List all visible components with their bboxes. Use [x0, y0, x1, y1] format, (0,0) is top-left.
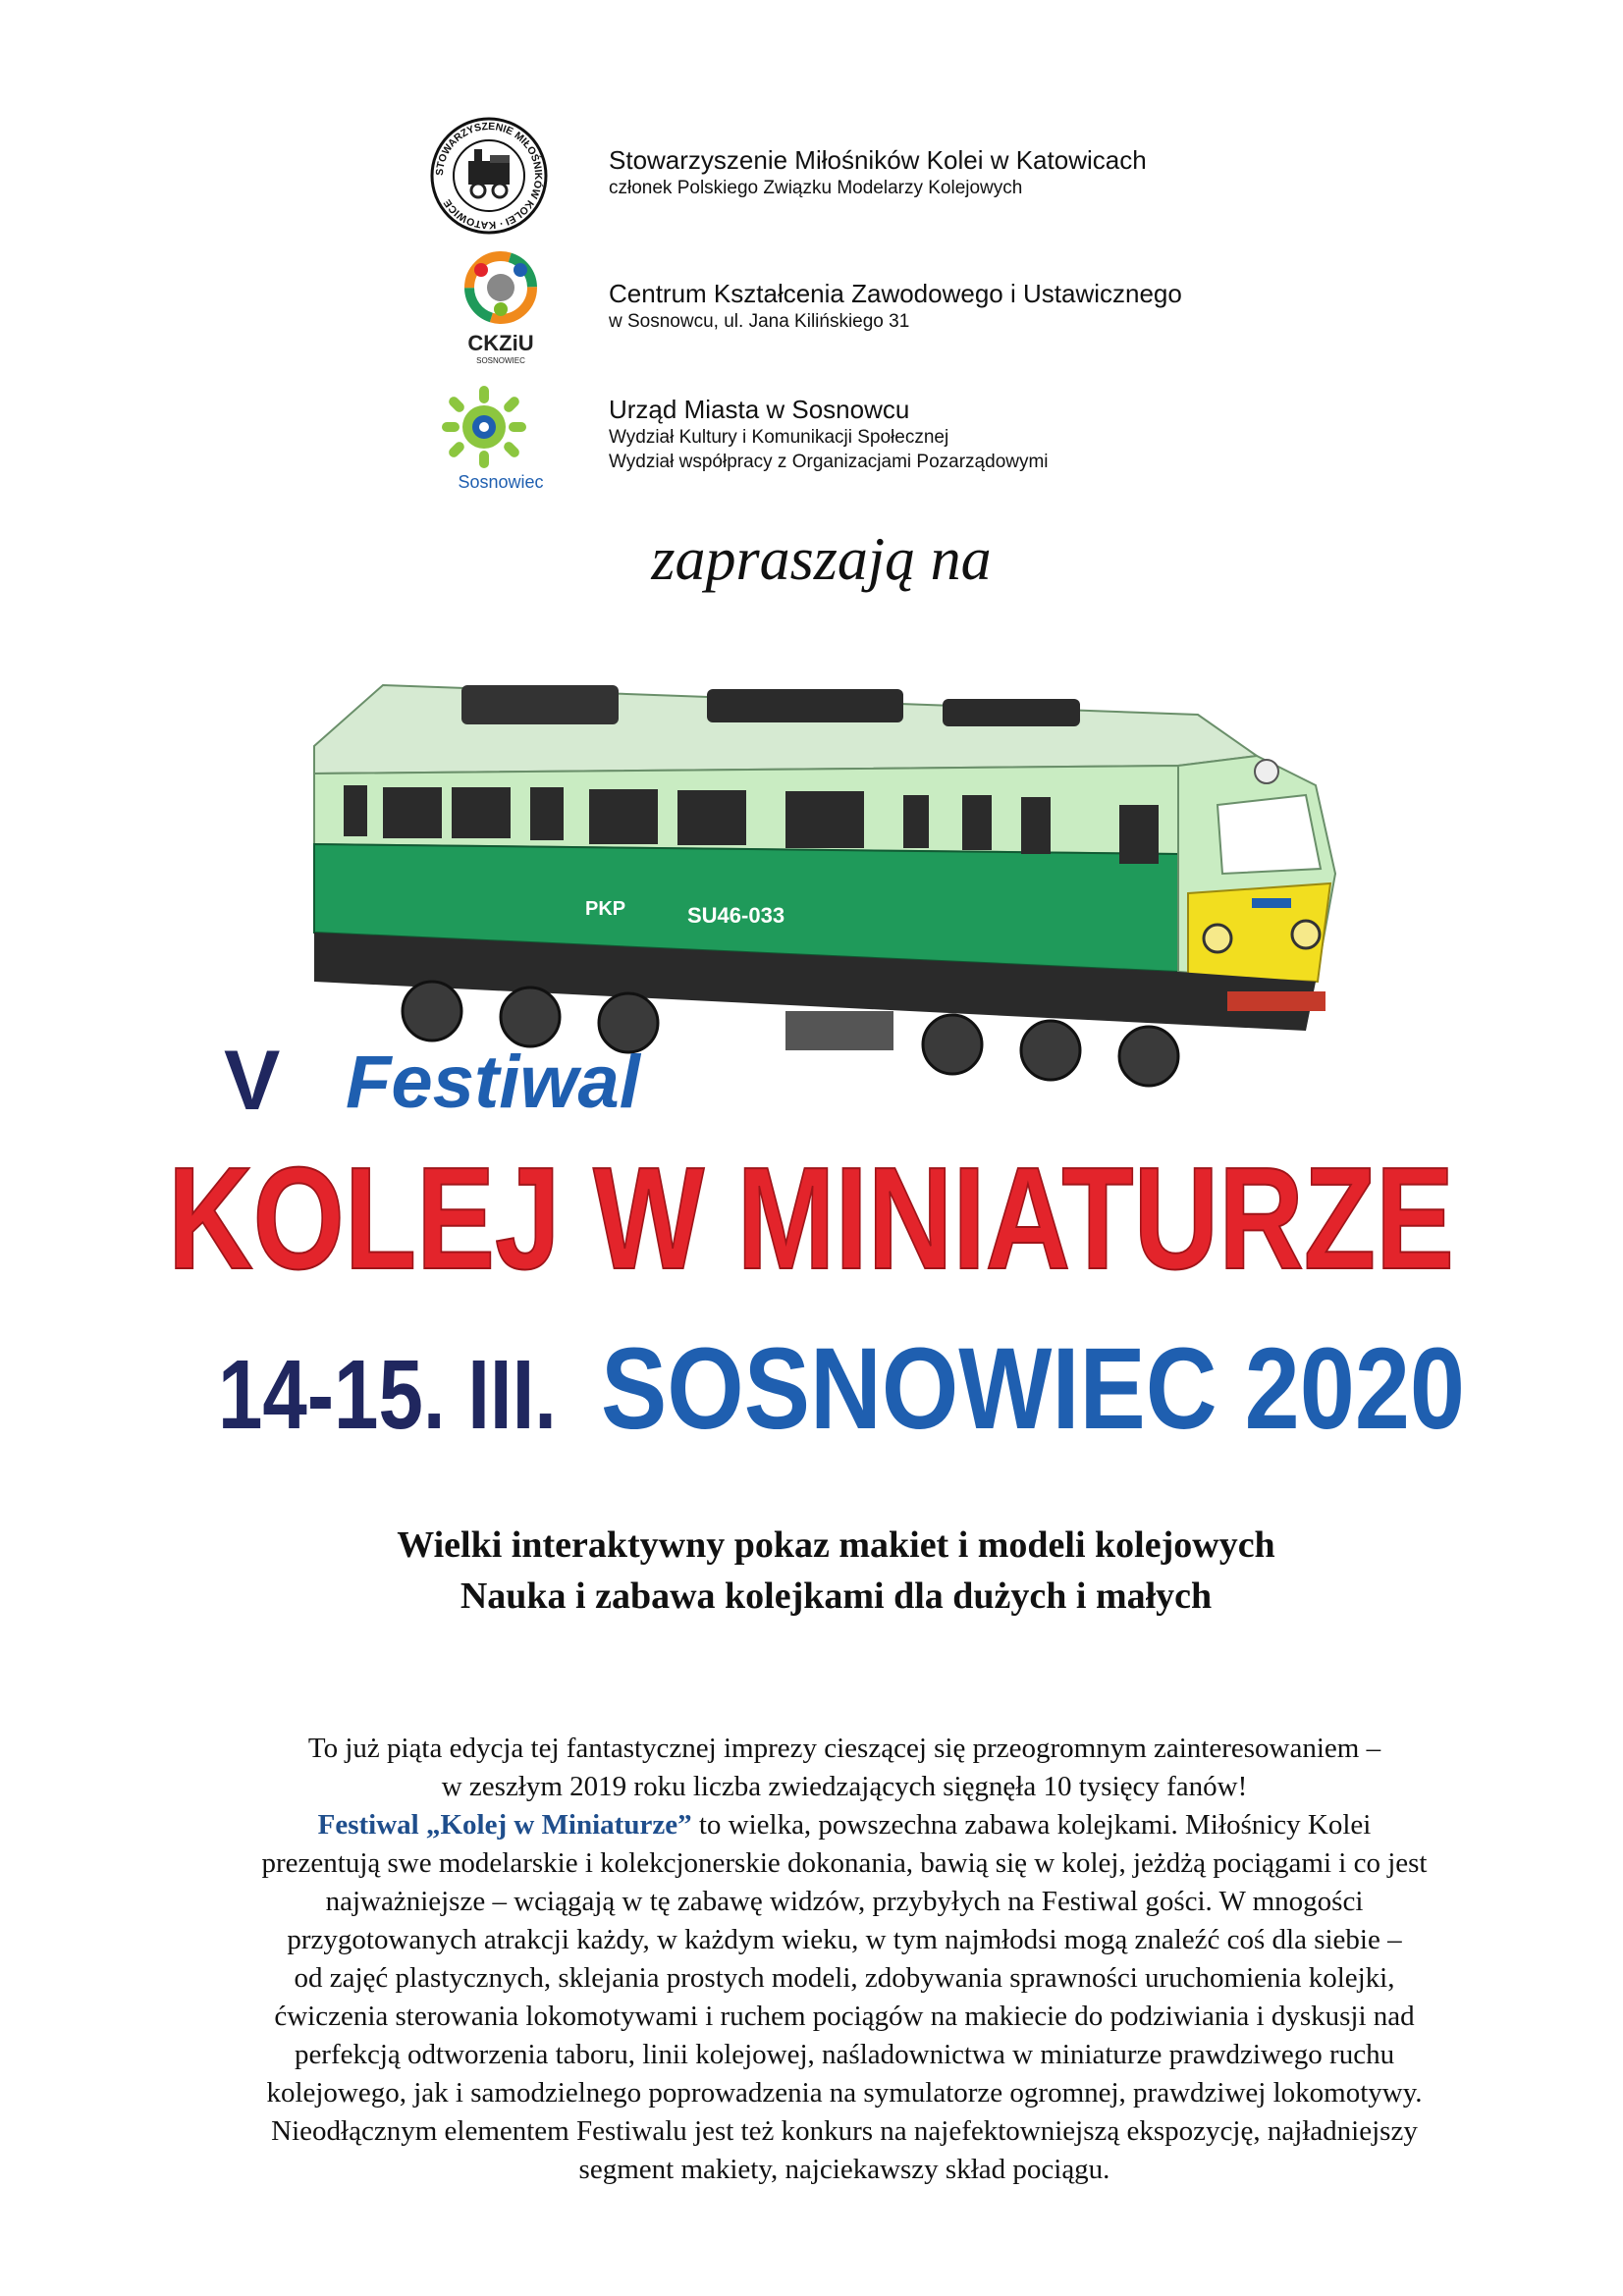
organizer-um-sosnowiec — [609, 394, 1049, 474]
organizer-detail: Wydział Kultury i Komunikacji Społecznej — [609, 427, 949, 448]
description-line: Nieodłącznym elementem Festiwalu jest też konkurs na najefektowniejszą ekspozycję, najładniejszy — [271, 2115, 1418, 2147]
festival-city-year: SOSNOWIEC 2020 — [601, 1324, 1465, 1454]
description-line: przygotowanych atrakcji każdy, w każdym wieku, w tym najmłodsi mogą znaleźć coś dla siebie – — [287, 1924, 1402, 1955]
locomotive-plate-right: SU46-033 — [687, 903, 785, 928]
locomotive-plate-left: PKP — [585, 898, 626, 920]
headline — [0, 1520, 1623, 1622]
description-line: prezentują swe modelarskie i kolekcjonerskie dokonania, bawią się w kolej, jeżdżą pociągami i co jest — [261, 1847, 1428, 1879]
organizer-name: Centrum Kształcenia Zawodowego i Ustawicznego — [609, 279, 1182, 308]
festival-title: KOLEJ W MINIATURZE — [168, 1138, 1454, 1300]
ckziu-sub: SOSNOWIEC — [476, 356, 525, 365]
description-line: w zeszłym 2019 roku liczba zwiedzających sięgnęła 10 tysięcy fanów! — [441, 1771, 1248, 1802]
festival-edition: V — [224, 1034, 281, 1128]
organizer-detail: Wydział współpracy z Organizacjami Pozarządowymi — [609, 452, 1049, 472]
organizer-detail: w Sosnowcu, ul. Jana Kilińskiego 31 — [609, 311, 910, 332]
locomotive-image — [275, 658, 1394, 1168]
description-line: kolejowego, jak i samodzielnego poprowadzenia na symulatorze ogromnej, prawdziwej lokomotywy. — [266, 2077, 1423, 2109]
organizer-detail: członek Polskiego Związku Modelarzy Kolejowych — [609, 178, 1023, 198]
festival-date: 14-15. III. — [218, 1340, 557, 1450]
sosnowiec-logo — [430, 378, 568, 494]
description-line: najważniejsze – wciągają w tę zabawę widzów, przybyłych na Festiwal gości. W mnogości — [325, 1886, 1364, 1917]
organizer-ckziu — [609, 278, 1182, 334]
description-line — [157, 1806, 1532, 1844]
description-line-rest: to wielka, powszechna zabawa kolejkami. Miłośnicy Kolei — [691, 1809, 1372, 1841]
ckziu-label: CKZiU — [467, 331, 534, 355]
description-line: od zajęć plastycznych, sklejania prostych modeli, zdobywania sprawności uruchomienia kolejki, — [294, 1962, 1395, 1994]
headline-line: Nauka i zabawa kolejkami dla dużych i małych — [460, 1575, 1213, 1617]
description-line: segment makiety, najciekawszy skład pociągu. — [578, 2154, 1110, 2185]
invite-text: zapraszają na — [651, 526, 992, 593]
smk-ring-text: STOWARZYSZENIE MIŁOŚNIKÓW KOLEI · KATOWICE — [433, 120, 545, 232]
ckziu-logo — [452, 240, 550, 368]
organizer-name: Urząd Miasta w Sosnowcu — [609, 395, 910, 424]
headline-line: Wielki interaktywny pokaz makiet i modeli kolejowych — [397, 1524, 1275, 1566]
description-line: To już piąta edycja tej fantastycznej imprezy cieszącej się przeogromnym zainteresowaniem – — [307, 1733, 1381, 1764]
festival-name: Festiwal „Kolej w Miniaturze” — [317, 1809, 692, 1841]
sosnowiec-label: Sosnowiec — [458, 472, 544, 492]
festival-word: Festiwal — [346, 1041, 640, 1124]
description — [157, 1730, 1532, 2189]
description-line: ćwiczenia sterowania lokomotywami i ruchem pociągów na makiecie do podziwiania i dyskusji nad — [274, 2001, 1415, 2032]
smk-logo — [429, 116, 549, 236]
organizer-name: Stowarzyszenie Miłośników Kolei w Katowicach — [609, 145, 1147, 175]
organizer-smk — [609, 144, 1147, 200]
description-line: perfekcją odtworzenia taboru, linii kolejowej, naśladownictwa w miniaturze prawdziwego ruchu — [294, 2039, 1395, 2070]
